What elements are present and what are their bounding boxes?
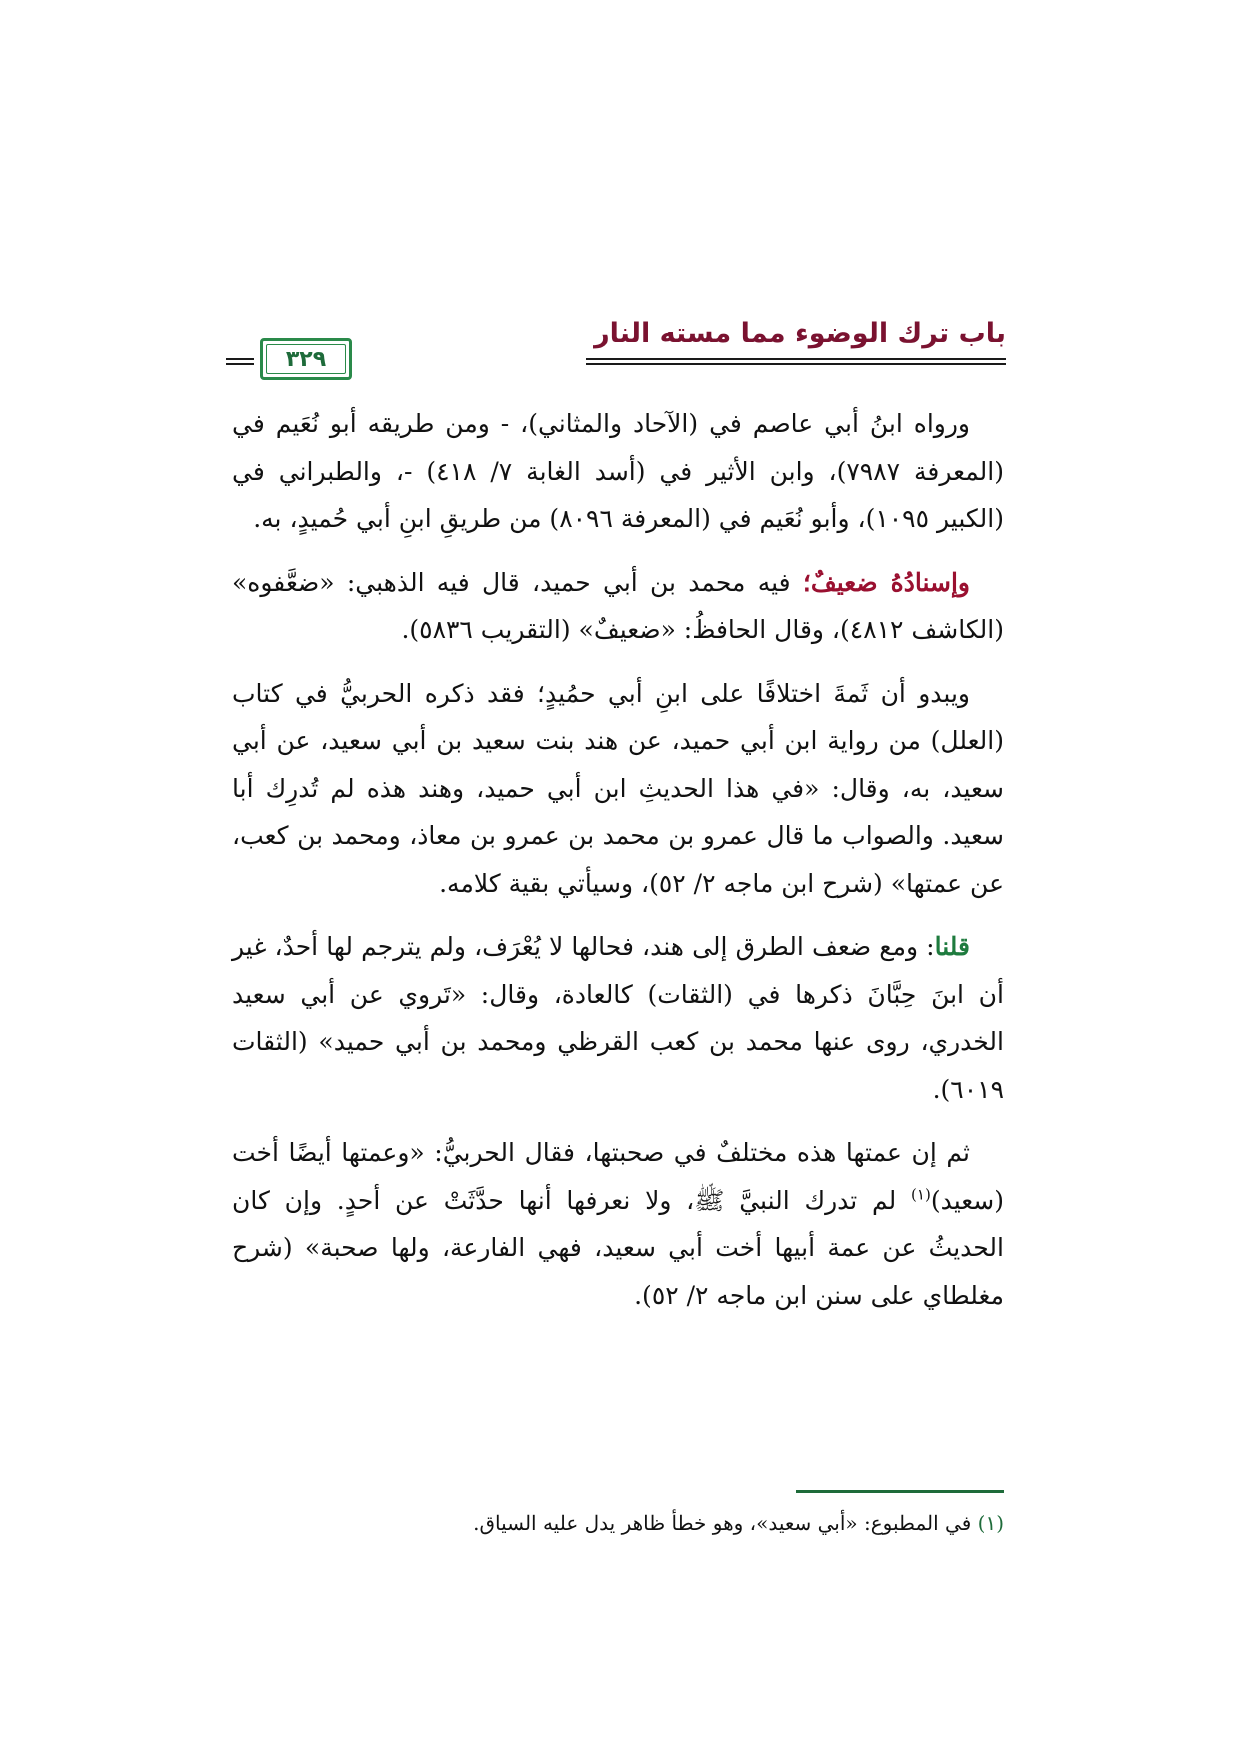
paragraph-4-text: : ومع ضعف الطرق إلى هند، فحالها لا يُعْرَف، ولم يترجم لها أحدٌ، غير أن ابنَ حِبَّانَ ذكرها في (الثقات) كالعادة، وقال: «تَروي عن أبي سعيد الخدري، روى عنها محمد بن كعب القرظي ومحمد بن أبي حميد» (الثقات ٦٠١٩). — [232, 932, 1004, 1104]
paragraph-2-text: فيه محمد بن أبي حميد، قال فيه الذهبي: «ضعَّفوه» (الكاشف ٤٨١٢)، وقال الحافظُ: «ضعيفٌ» (التقريب ٥٨٣٦). — [232, 567, 1004, 644]
footnote-marker: (١) — [977, 1511, 1004, 1535]
running-title: باب ترك الوضوء مما مسته النار — [594, 318, 1006, 349]
isnad-weak-label: وإسنادُهُ ضعيفٌ؛ — [802, 567, 970, 597]
paragraph-1: ورواه ابنُ أبي عاصم في (الآحاد والمثاني)، - ومن طريقه أبو نُعَيم في (المعرفة ٧٩٨٧)، وابن الأثير في (أسد الغابة ٧/ ٤١٨) -، والطبراني في (الكبير ١٠٩٥)، وأبو نُعَيم في (المعرفة ٨٠٩٦) من طريقِ ابنِ أبي حُميدٍ، به. — [232, 409, 1004, 533]
footnote — [232, 1506, 1004, 1540]
paragraph-2 — [232, 559, 1004, 654]
paragraph-5-text-a: ثم إن عمتها هذه مختلفٌ في صحبتها، فقال الحربيُّ: «وعمتها أيضًا أخت (سعيد) — [232, 1138, 1004, 1215]
paragraph-5 — [232, 1129, 1004, 1319]
paragraph-5-text-b: لم تدرك النبيَّ ﷺ، ولا نعرفها أنها حدَّثَتْ عن أحدٍ. وإن كان الحديثُ عن عمة أبيها أخت أبي سعيد، فهي الفارعة، ولها صحبة» (شرح مغلطاي على سنن ابن ماجه ٢/ ٥٢). — [232, 1185, 1004, 1310]
footnote-reference[interactable]: (١) — [911, 1185, 931, 1204]
page-number-frame — [260, 338, 352, 380]
main-text — [232, 400, 1004, 1335]
page-number: ٣٢٩ — [285, 346, 327, 372]
header-rule-left — [226, 358, 254, 365]
paragraph-3: ويبدو أن ثَمةَ اختلافًا على ابنِ أبي حمُيدٍ؛ فقد ذكره الحربيُّ في كتاب (العلل) من رواية ابن أبي حميد، عن هند بنت سعيد بن أبي سعيد، عن أبي سعيد، به، وقال: «في هذا الحديثِ ابن أبي حميد، وهند هذه لم تُدرِك أبا سعيد. والصواب ما قال عمرو بن محمد بن عمرو بن معاذ، ومحمد بن كعب، عن عمتها» (شرح ابن ماجه ٢/ ٥٢)، وسيأتي بقية كلامه. — [232, 678, 1004, 898]
footnote-separator — [796, 1490, 1004, 1493]
page-header — [226, 318, 1006, 378]
paragraph-4 — [232, 923, 1004, 1113]
qulna-label: قلنا — [934, 932, 970, 961]
header-rule — [586, 358, 1006, 365]
footnote-text: في المطبوع: «أبي سعيد»، وهو خطأ ظاهر يدل عليه السياق. — [473, 1511, 978, 1535]
